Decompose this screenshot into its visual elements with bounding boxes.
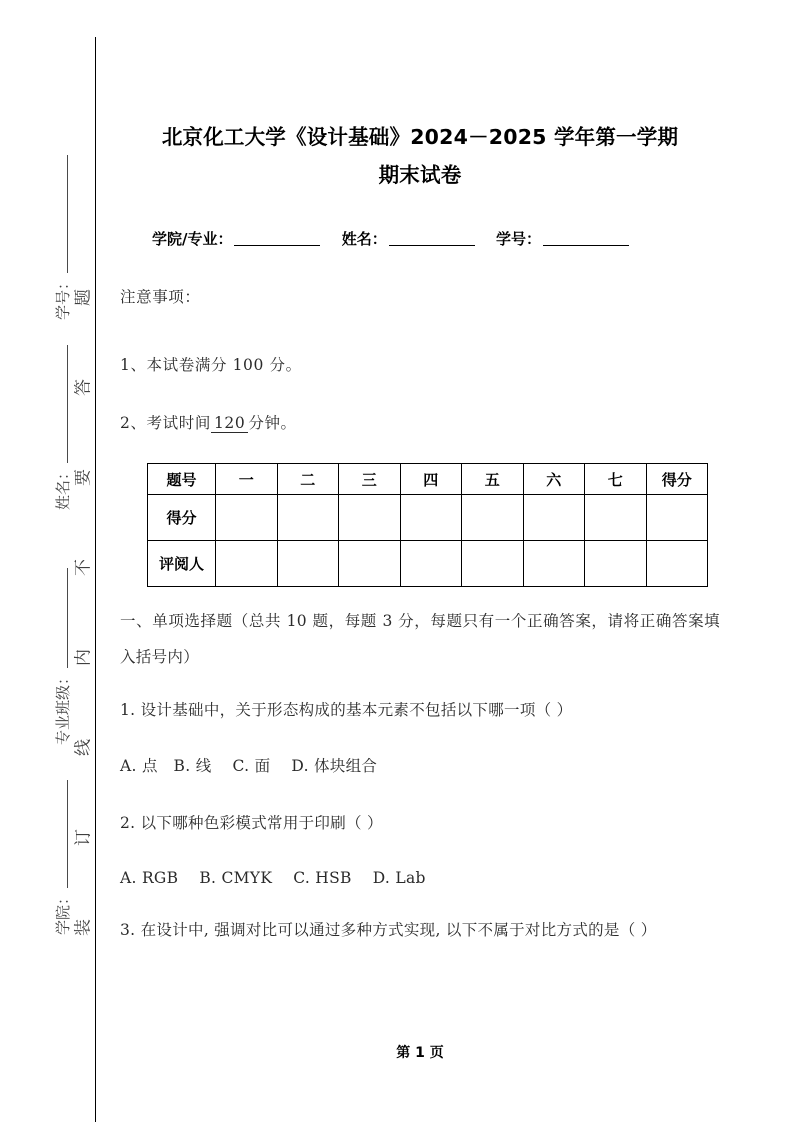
- score-cell[interactable]: [277, 541, 339, 587]
- notes-item-2-prefix: 2、考试时间: [120, 414, 211, 432]
- binding-line-divider: [95, 37, 96, 1122]
- table-row: [148, 495, 708, 541]
- margin-field-class-rule[interactable]: [54, 568, 68, 668]
- exam-duration-value: 120: [211, 414, 248, 433]
- score-table-header-cell: 四: [400, 464, 462, 495]
- score-table-header-cell: 一: [216, 464, 278, 495]
- seal-char-6: 订: [73, 829, 94, 846]
- score-cell[interactable]: [339, 541, 401, 587]
- score-cell[interactable]: [523, 541, 585, 587]
- title-block: [120, 118, 720, 194]
- question-2-options-text: A. RGB B. CMYK C. HSB D. Lab: [120, 869, 426, 887]
- margin-field-name[interactable]: [52, 345, 73, 510]
- seal-char-2: 要: [73, 469, 94, 486]
- margin-field-class-label: 专业班级：: [54, 669, 72, 745]
- field-student-id[interactable]: [496, 230, 629, 248]
- score-table: [147, 463, 708, 587]
- field-college-major-input[interactable]: [234, 245, 320, 246]
- seal-char-1: 答: [73, 379, 94, 396]
- margin-field-name-rule[interactable]: [54, 345, 68, 463]
- page-content: [120, 0, 720, 1122]
- seal-char-7: 装: [73, 919, 94, 936]
- score-cell[interactable]: [400, 541, 462, 587]
- notes-item-2: [120, 411, 297, 433]
- table-row: [148, 541, 708, 587]
- question-3: [120, 912, 720, 948]
- page-title-line-2: 期末试卷: [378, 163, 462, 187]
- score-cell[interactable]: [646, 495, 708, 541]
- margin-field-college[interactable]: [52, 780, 73, 935]
- score-row-label: 得分: [148, 495, 216, 541]
- seal-char-4: 内: [73, 649, 94, 666]
- score-table-header-cell: 题号: [148, 464, 216, 495]
- question-1: [120, 692, 720, 728]
- page-title: [120, 118, 720, 194]
- score-table-header-cell: 得分: [646, 464, 708, 495]
- field-name-input[interactable]: [389, 245, 475, 246]
- question-1-options: [120, 748, 720, 784]
- seal-char-5: 线: [73, 739, 94, 756]
- question-1-options-text: A. 点 B. 线 C. 面 D. 体块组合: [120, 757, 378, 775]
- score-cell[interactable]: [216, 541, 278, 587]
- score-table-header-cell: 五: [462, 464, 524, 495]
- field-name-label: 姓名：: [341, 230, 387, 248]
- margin-field-student-id[interactable]: [52, 155, 73, 320]
- question-2-options: [120, 860, 720, 896]
- score-cell[interactable]: [523, 495, 585, 541]
- question-2: [120, 805, 720, 841]
- score-table-header-row: [148, 464, 708, 495]
- field-college-major-label: 学院/专业：: [152, 230, 233, 248]
- score-table-header-cell: 三: [339, 464, 401, 495]
- score-row-label: 评阅人: [148, 541, 216, 587]
- page-title-line-1: 北京化工大学《设计基础》2024－2025 学年第一学期: [161, 125, 679, 149]
- page-footer: 第 1 页: [396, 1045, 444, 1061]
- score-cell[interactable]: [216, 495, 278, 541]
- margin-field-college-label: 学院：: [54, 889, 72, 935]
- field-student-id-label: 学号：: [495, 230, 541, 248]
- notes-item-1: 1、本试卷满分 100 分。: [120, 356, 302, 374]
- margin-field-name-label: 姓名：: [54, 464, 72, 510]
- margin-field-student-id-label: 学号：: [54, 274, 72, 320]
- field-student-id-input[interactable]: [543, 245, 629, 246]
- margin-field-college-rule[interactable]: [54, 780, 68, 888]
- notes-item-2-suffix: 分钟。: [248, 414, 297, 432]
- field-college-major[interactable]: [152, 230, 320, 248]
- question-1-text: 1. 设计基础中，关于形态构成的基本元素不包括以下哪一项（ ）: [120, 701, 573, 719]
- score-table-header-cell: 七: [585, 464, 647, 495]
- margin-field-class[interactable]: [52, 568, 73, 745]
- score-table-header-cell: 二: [277, 464, 339, 495]
- margin-field-student-id-rule[interactable]: [54, 155, 68, 273]
- score-cell[interactable]: [585, 495, 647, 541]
- score-cell[interactable]: [277, 495, 339, 541]
- score-table-header-cell: 六: [523, 464, 585, 495]
- score-cell[interactable]: [646, 541, 708, 587]
- question-3-text: 3. 在设计中, 强调对比可以通过多种方式实现, 以下不属于对比方式的是（ ）: [120, 921, 657, 939]
- section-1-heading-text: 一、单项选择题（总共 10 题，每题 3 分，每题只有一个正确答案，请将正确答案填入括号内）: [120, 612, 720, 666]
- question-2-text: 2. 以下哪种色彩模式常用于印刷（ ）: [120, 814, 383, 832]
- notes-heading: 注意事项：: [120, 288, 201, 306]
- score-cell[interactable]: [585, 541, 647, 587]
- score-cell[interactable]: [462, 495, 524, 541]
- field-name[interactable]: [342, 230, 475, 248]
- score-cell[interactable]: [462, 541, 524, 587]
- score-cell[interactable]: [400, 495, 462, 541]
- section-1-heading: [120, 603, 720, 675]
- student-info-row: [152, 228, 720, 249]
- score-cell[interactable]: [339, 495, 401, 541]
- seal-char-0: 题: [73, 289, 94, 306]
- seal-char-3: 不: [73, 559, 94, 576]
